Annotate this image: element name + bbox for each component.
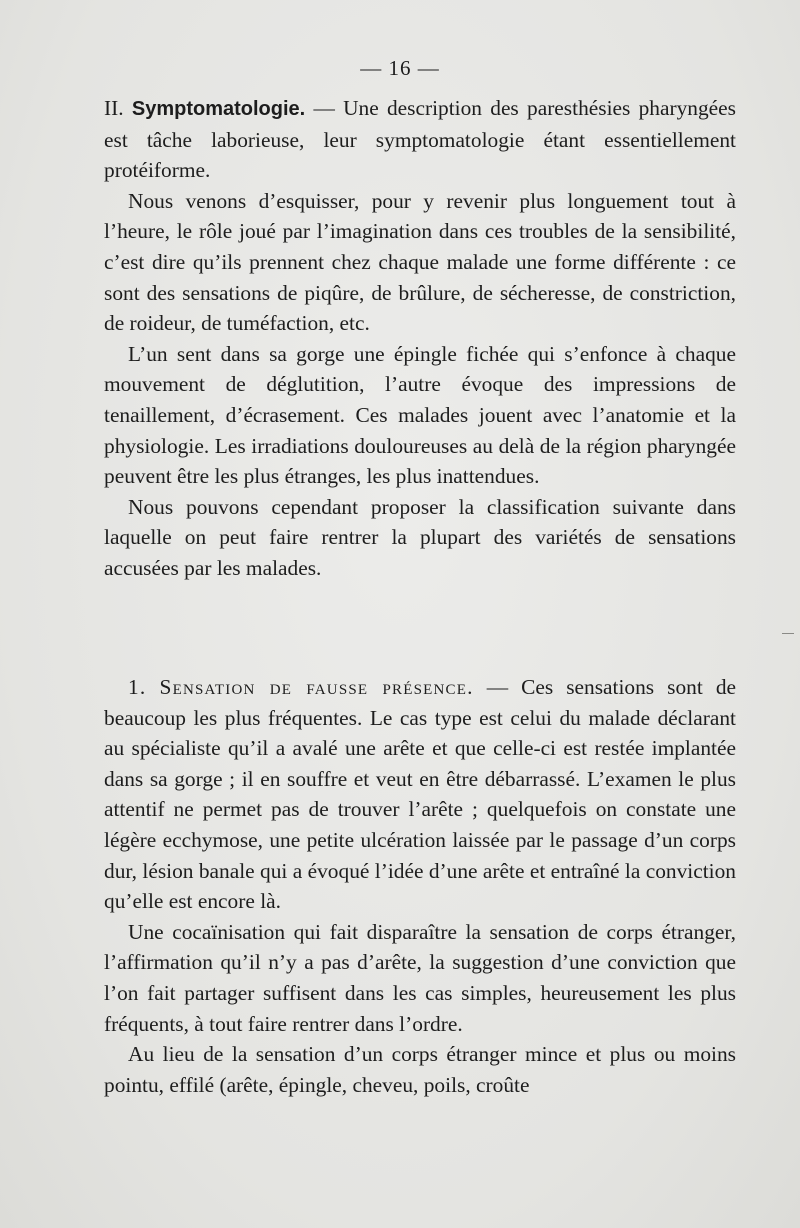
subsection-intro-paragraph xyxy=(104,672,736,917)
section-intro-paragraph xyxy=(104,93,736,186)
subsection-fausse-presence xyxy=(104,672,736,1100)
section-number: II. xyxy=(104,96,124,120)
section-lead-text: — Une description des paresthésies pharyngées est tâche laborieuse, leur symptomatologie étant essentiellement protéiforme. xyxy=(104,96,736,183)
subsection-number: 1. xyxy=(128,675,147,699)
subsection-title: Sensation de fausse présence. xyxy=(159,675,474,699)
section-symptomatologie xyxy=(104,93,736,584)
page-number: — 16 — xyxy=(360,56,440,80)
body-paragraph: Une cocaïnisation qui fait disparaître la sensation de corps étranger, l’affirmation qu’il n’y a pas d’arête, la suggestion d’une conviction que l’on fait partager suffisent dans les cas simples, heureusement les plus fréquents, à tout faire rentrer dans l’ordre. xyxy=(104,919,736,1036)
body-paragraph: Nous venons d’esquisser, pour y revenir plus longuement tout à l’heure, le rôle joué par l’imagination dans ces troubles de la sensibilité, c’est dire qu’ils prennent chez chaque malade une forme différente : ce sont des sensations de piqûre, de brûlure, de sécheresse, de constriction, de roideur, de tuméfaction, etc. xyxy=(104,188,736,336)
body-paragraph: Nous pouvons cependant proposer la classification suivante dans laquelle on peut faire rentrer la plupart des variétés de sensations accusées par les malades. xyxy=(104,494,736,580)
section-title: Symptomatologie. xyxy=(131,98,306,120)
subsection-lead-text: — Ces sensations sont de beaucoup les plus fréquentes. Le cas type est celui du malade déclarant au spécialiste qu’il a avalé une arête et que celle-ci est restée implantée dans sa gorge ; il en souffre et veut en être débarrassé. L’examen le plus attentif ne permet pas de trouver l’arête ; quelquefois on constate une légère ecchymose, une petite ulcération laissée par le passage d’un corps dur, lésion banale qui a évoqué l’idée d’une arête et entraîné la conviction qu’elle est encore là. xyxy=(104,675,737,914)
body-paragraph: Au lieu de la sensation d’un corps étranger mince et plus ou moins pointu, effilé (arête, épingle, cheveu, poils, croûte xyxy=(104,1042,736,1097)
body-paragraph: L’un sent dans sa gorge une épingle fichée qui s’enfonce à chaque mouvement de déglutition, l’autre évoque des impressions de tenaillement, d’écrasement. Ces malades jouent avec l’anatomie et la physiologie. Les irradiations douloureuses au delà de la région pharyngée peuvent être les plus étranges, les plus inattendues. xyxy=(104,341,736,489)
margin-mark xyxy=(782,633,794,634)
